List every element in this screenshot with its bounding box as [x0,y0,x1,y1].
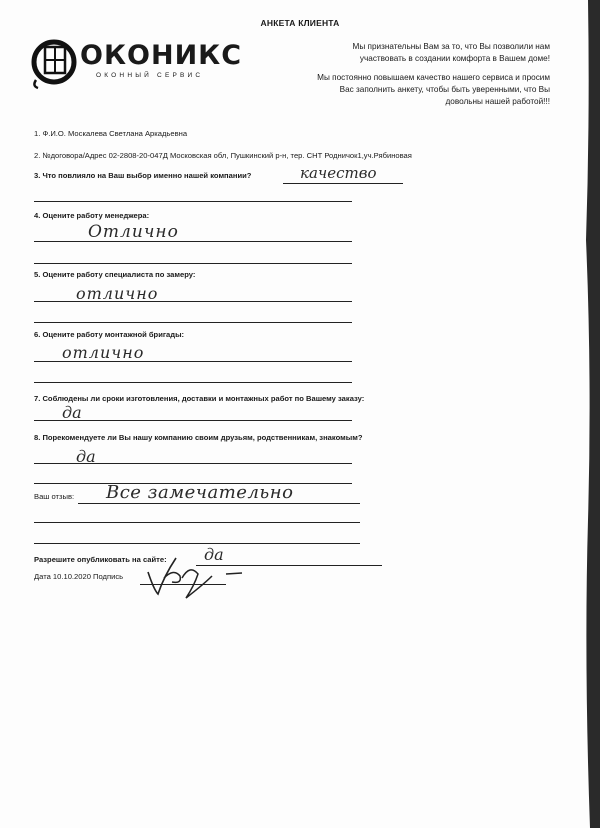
answer-8-value: да [76,447,96,466]
answer-4-value: Отлично [88,222,179,242]
intro-line: участвовать в создании комфорта в Вашем доме! [359,54,550,63]
brand-tagline: ОКОННЫЙ СЕРВИС [96,72,204,79]
answer-7-value: да [62,403,82,422]
intro-request [230,72,550,108]
review-line [78,503,360,504]
intro-line: Вас заполнить анкету, чтобы быть уверенными, что Вы [339,85,550,94]
intro-line: Мы постоянно повышаем качество нашего сервиса и просим [317,73,550,82]
answer-8-line [34,463,352,464]
question-1-name: 1. Ф.И.О. Москалева Светлана Аркадьевна [34,129,188,138]
signature-line [140,584,226,585]
intro-thanks [250,41,550,65]
brand-name: ОКОНИКС [80,40,243,71]
signature-icon [142,552,248,602]
answer-3-value: качество [300,164,377,182]
answer-5-line-2 [34,322,352,323]
review-label: Ваш отзыв: [34,492,75,501]
answer-6-line [34,361,352,362]
answer-3-line-2 [34,201,352,202]
review-value: Все замечательно [106,482,294,503]
question-3: 3. Что повлияло на Ваш выбор именно нашей компании? [34,171,252,180]
form-title: АНКЕТА КЛИЕНТА [260,18,340,28]
intro-line: Мы признательны Вам за то, что Вы позволили нам [352,42,550,51]
intro-line: довольны нашей работой!!! [445,97,550,106]
answer-5-line [34,301,352,302]
date-label: Дата 10.10.2020 Подпись [34,572,124,581]
question-4: 4. Оцените работу менеджера: [34,211,150,220]
publish-label: Разрешите опубликовать на сайте: [34,555,167,564]
answer-6-value: отлично [62,343,145,362]
review-line-3 [34,543,360,544]
answer-6-line-2 [34,382,352,383]
publish-value: да [204,545,224,564]
scan-edge-shadow [582,0,600,828]
oknix-logo-icon [28,36,83,92]
question-5: 5. Оцените работу специалиста по замеру: [34,270,196,279]
answer-3-line [283,183,403,184]
question-7: 7. Соблюдены ли сроки изготовления, доставки и монтажных работ по Вашему заказу: [34,394,365,403]
answer-4-line-2 [34,263,352,264]
question-8: 8. Порекомендуете ли Вы нашу компанию своим друзьям, родственникам, знакомым? [34,433,363,442]
review-line-2 [34,522,360,523]
question-2-contract: 2. №договора/Адрес 02-2808-20-047Д Московская обл, Пушкинский р-н, тер. СНТ Родничок1,уч.Рябиновая [34,151,412,160]
answer-7-line [34,420,352,421]
question-6: 6. Оцените работу монтажной бригады: [34,330,185,339]
answer-5-value: отлично [76,284,159,303]
answer-4-line [34,241,352,242]
